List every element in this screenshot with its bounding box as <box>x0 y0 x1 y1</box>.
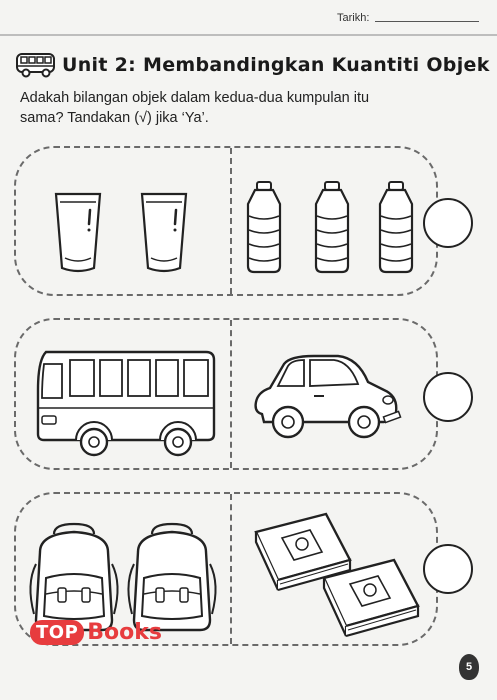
page-number: 5 <box>459 654 479 680</box>
car-icon <box>256 356 401 437</box>
bottle-icon <box>380 182 412 272</box>
comparison-row-1 <box>14 146 438 296</box>
glass-icon <box>56 194 100 271</box>
answer-circle-1[interactable] <box>423 198 473 248</box>
watermark-badge: TOP <box>30 620 84 645</box>
group-left-glasses <box>16 148 230 294</box>
bus-icon <box>16 52 56 78</box>
watermark-text: Books <box>87 620 163 645</box>
page-header <box>0 0 497 36</box>
date-label: Tarikh: <box>337 12 370 24</box>
comparison-row-2 <box>14 318 438 470</box>
unit-title: Unit 2: Membandingkan Kuantiti Objek <box>62 54 490 76</box>
group-right-car <box>232 320 436 468</box>
group-right-books <box>232 494 436 644</box>
backpack-icon <box>30 524 117 630</box>
bottle-icon <box>248 182 280 272</box>
answer-circle-2[interactable] <box>423 372 473 422</box>
group-right-bottles <box>232 148 436 294</box>
instruction-line-1: Adakah bilangan objek dalam kedua-dua kumpulan itu <box>20 90 370 106</box>
backpack-icon <box>128 524 215 630</box>
group-left-bus <box>16 320 230 468</box>
bus-icon <box>38 352 214 455</box>
date-line[interactable] <box>375 21 479 22</box>
glass-icon <box>142 194 186 271</box>
instruction-line-2: sama? Tandakan (√) jika ‘Ya’. <box>20 110 209 126</box>
answer-circle-3[interactable] <box>423 544 473 594</box>
instruction-text <box>20 88 369 128</box>
date-field[interactable] <box>337 12 479 24</box>
unit-heading <box>16 52 490 78</box>
header-rule <box>0 34 497 36</box>
bottle-icon <box>316 182 348 272</box>
topbooks-watermark <box>30 620 162 645</box>
